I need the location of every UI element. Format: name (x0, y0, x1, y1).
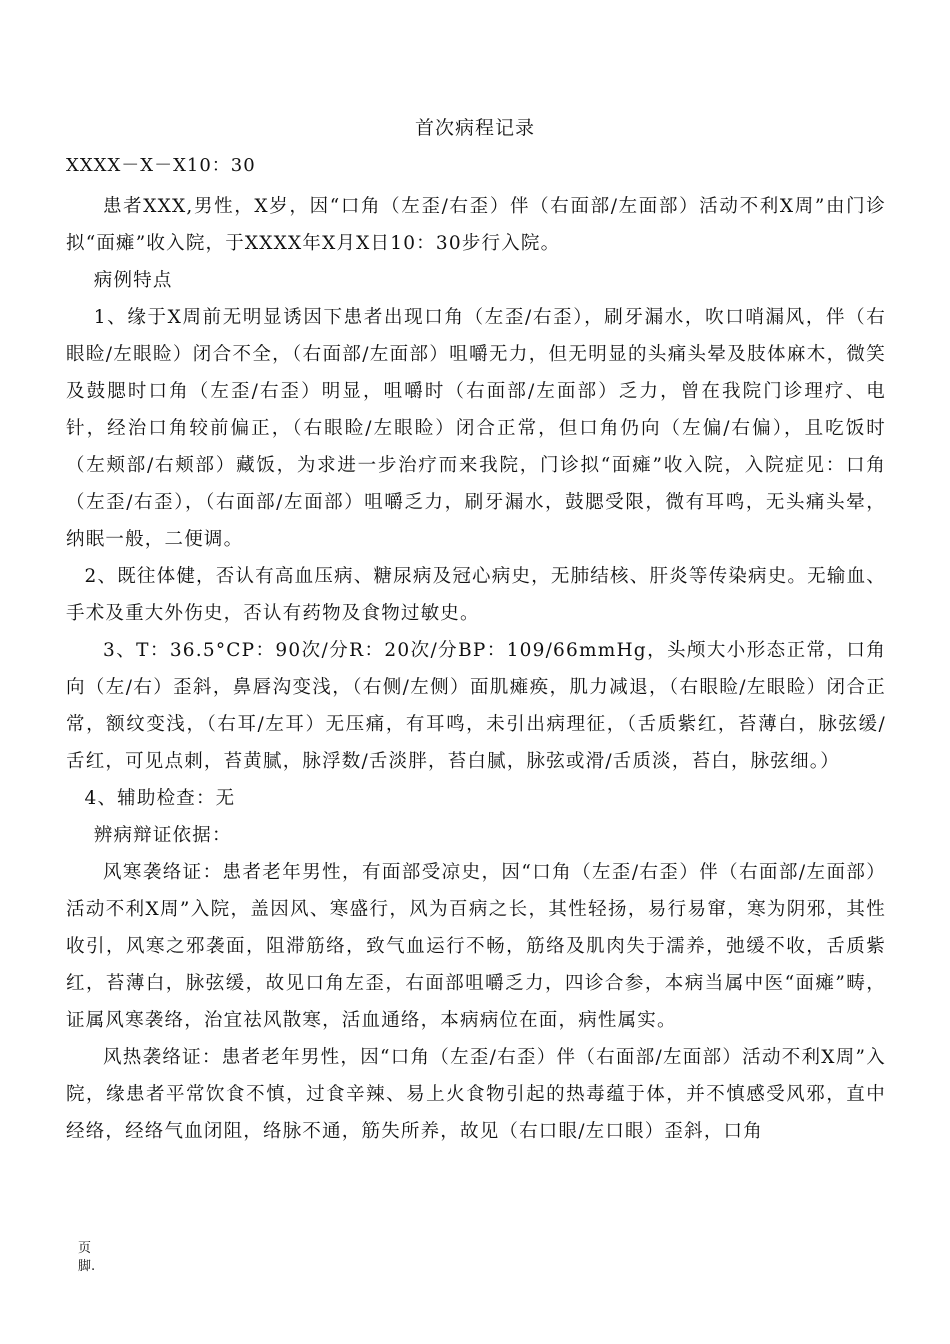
wind-heat-syndrome-paragraph: 风热袭络证：患者老年男性，因“口角（左歪/右歪）伴（右面部/左面部）活动不利X周”入院，缘患者平常饮食不慎，过食辛辣、易上火食物引起的热毒蕴于体，并不慎感受风邪，直中经络，经络气血闭阻，络脉不通，筋失所养，故见（右口眼/左口眼）歪斜，口角 (66, 1047, 886, 1142)
document-title: 首次病程记录 (414, 117, 535, 139)
case-feature-1-paragraph: 1、缘于X周前无明显诱因下患者出现口角（左歪/右歪），刷牙漏水，吹口哨漏风，伴（右眼睑/左眼睑）闭合不全，（右面部/左面部）咀嚼无力，但无明显的头痛头晕及肢体麻木，微笑及鼓腮时口角（左歪/右歪）明显，咀嚼时（右面部/左面部）乏力，曾在我院门诊理疗、电针，经治口角较前偏正，（右眼睑/左眼睑）闭合正常，但口角仍向（左偏/右偏），且吃饭时（左颊部/右颊部）藏饭，为求进一步治疗而来我院，门诊拟“面瘫”收入院，入院症见：口角（左歪/右歪），（右面部/左面部）咀嚼乏力，刷牙漏水，鼓腮受限，微有耳鸣，无头痛头晕，纳眠一般，二便调。 (66, 307, 886, 550)
wind-cold-syndrome-paragraph: 风寒袭络证：患者老年男性，有面部受凉史，因“口角（左歪/右歪）伴（右面部/左面部）活动不利X周”入院，盖因风、寒盛行，风为百病之长，其性轻扬，易行易窜，寒为阴邪，其性收引，风寒之邪袭面，阻滞筋络，致气血运行不畅，筋络及肌肉失于濡养，弛缓不收，舌质紫红，苔薄白，脉弦缓，故见口角左歪，右面部咀嚼乏力，四诊合参，本病当属中医“面瘫”畴，证属风寒袭络，治宜祛风散寒，活血通络，本病病位在面，病性属实。 (66, 862, 886, 1031)
case-feature-4-paragraph: 4、辅助检查：无 (84, 788, 236, 809)
case-feature-3-paragraph: 3、T：36.5°CP：90次/分R：20次/分BP：109/66mmHg，头颅大小形态正常，口角向（左/右）歪斜，鼻唇沟变浅，（右侧/左侧）面肌瘫痪，肌力减退，（右眼睑/左眼睑）闭合正常，额纹变浅，（右耳/左耳）无压痛，有耳鸣，未引出病理征，（舌质紫红，苔薄白，脉弦缓/舌红，可见点刺，苔黄腻，脉浮数/舌淡胖，苔白腻，脉弦或滑/舌质淡，苔白，脉弦细。） (66, 640, 886, 772)
section-heading-case-features: 病例特点 (93, 270, 173, 291)
patient-summary-paragraph: 患者XXX,男性，X岁，因“口角（左歪/右歪）伴（右面部/左面部）活动不利X周”由门诊拟“面瘫”收入院，于XXXX年X月X日10：30步行入院。 (66, 196, 886, 254)
section-heading-diagnosis-basis: 辨病辩证依据： (93, 825, 232, 846)
document-body (66, 188, 886, 1150)
record-datetime: XXXX－X－X10：30 (66, 155, 256, 176)
page-footer: 页脚. (78, 1241, 96, 1274)
case-feature-2-paragraph: 2、既往体健，否认有高血压病、糖尿病及冠心病史，无肺结核、肝炎等传染病史。无输血、手术及重大外伤史，否认有药物及食物过敏史。 (66, 566, 886, 624)
